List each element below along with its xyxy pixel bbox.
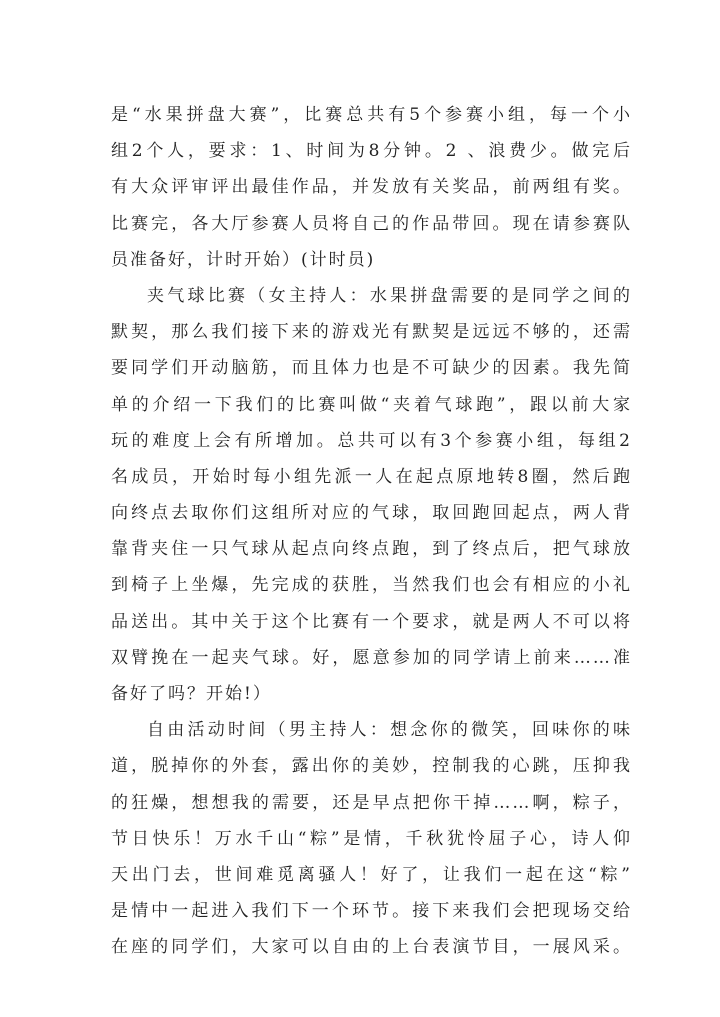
text-line: 节日快乐！万水千山“粽”是情，千秋犹怜屈子心，诗人仰 xyxy=(111,828,632,849)
text-line: 品送出。其中关于这个比赛有一个要求，就是两人不可以将 xyxy=(111,611,632,632)
text-line: 单的介绍一下我们的比赛叫做“夹着气球跑”，跟以前大家 xyxy=(111,394,632,415)
paragraph-3 xyxy=(111,712,632,965)
text-line: 的狂燥，想想我的需要，还是早点把你干掉……啊，粽子， xyxy=(111,792,632,813)
text-line: 自由活动时间（男主持人：想念你的微笑，回味你的味 xyxy=(147,720,632,741)
text-line: 在座的同学们，大家可以自由的上台表演节目，一展风采。 xyxy=(111,937,632,958)
text-line: 名成员，开始时每小组先派一人在起点原地转8圈，然后跑 xyxy=(111,466,632,487)
text-line: 比赛完，各大厅参赛人员将自己的作品带回。现在请参赛队 xyxy=(111,213,632,234)
text-line: 向终点去取你们这组所对应的气球，取回跑回起点，两人背 xyxy=(111,503,632,524)
document-body xyxy=(111,97,632,966)
paragraph-2 xyxy=(111,278,632,712)
text-line: 组2个人，要求：1、时间为8分钟。2 、浪费少。做完后 xyxy=(111,141,632,162)
text-line: 是情中一起进入我们下一个环节。接下来我们会把现场交给 xyxy=(111,901,632,922)
text-line: 默契，那么我们接下来的游戏光有默契是远远不够的，还需 xyxy=(111,322,632,343)
text-line: 靠背夹住一只气球从起点向终点跑，到了终点后，把气球放 xyxy=(111,539,632,560)
text-line: 是“水果拼盘大赛”，比赛总共有5个参赛小组，每一个小 xyxy=(111,105,632,125)
text-line: 备好了吗？开始!） xyxy=(111,684,272,704)
paragraph-1 xyxy=(111,97,632,278)
text-line: 天出门去，世间难觅离骚人！好了，让我们一起在这“粽” xyxy=(111,864,632,885)
text-line: 到椅子上坐爆，先完成的获胜，当然我们也会有相应的小礼 xyxy=(111,575,632,596)
text-line: 夹气球比赛（女主持人：水果拼盘需要的是同学之间的 xyxy=(147,285,632,306)
text-line: 有大众评审评出最佳作品，并发放有关奖品，前两组有奖。 xyxy=(111,177,632,198)
text-line: 要同学们开动脑筋，而且体力也是不可缺少的因素。我先简 xyxy=(111,358,632,379)
text-line: 双臂挽在一起夹气球。好，愿意参加的同学请上前来……准 xyxy=(111,647,632,668)
text-line: 员准备好，计时开始）(计时员) xyxy=(111,249,376,270)
text-line: 道，脱掉你的外套，露出你的美妙，控制我的心跳，压抑我 xyxy=(111,756,632,777)
text-line: 玩的难度上会有所增加。总共可以有3个参赛小组，每组2 xyxy=(111,430,632,451)
